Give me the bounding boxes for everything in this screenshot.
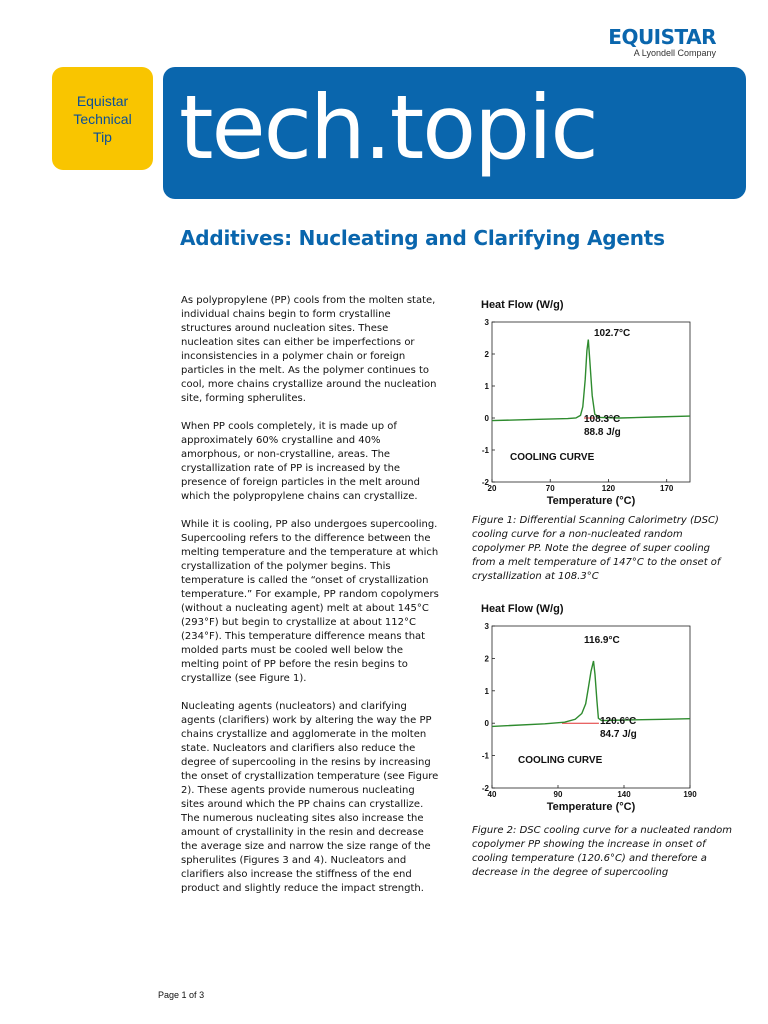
chart-annotation: 102.7°C — [594, 328, 631, 339]
technical-tip-text: Equistar Technical Tip — [73, 92, 132, 145]
y-axis-title: Heat Flow (W/g) — [481, 299, 564, 311]
logo-tagline: A Lyondell Company — [633, 48, 716, 58]
y-tick-label: -1 — [481, 751, 489, 761]
body-paragraph-1: As polypropylene (PP) cools from the molten state, individual chains begin to form crystalline structures around nucleation sites. These nucleation sites can either be imperfections or inconsistencies in a polymer chain or foreign particles in the melt. As the polymer continues to cool, more chains crystallize around the nucleation site, forming spherulites. — [181, 295, 437, 404]
figure-1-label: Figure 1: — [472, 515, 517, 526]
y-tick-label: 2 — [484, 350, 489, 359]
article-body — [181, 294, 439, 910]
chart-annotation: 116.9°C — [584, 635, 620, 646]
y-axis-title: Heat Flow (W/g) — [481, 603, 564, 615]
y-tick-label: -1 — [481, 446, 489, 455]
x-tick-label: 170 — [660, 484, 674, 493]
chart-annotation: 88.8 J/g — [584, 427, 621, 438]
tech-topic-banner — [163, 67, 746, 199]
y-tick-label: -2 — [481, 784, 489, 793]
banner-title: tech.topic — [179, 76, 597, 179]
x-tick-label: 140 — [617, 790, 631, 799]
dsc-chart-2-svg — [476, 600, 706, 814]
y-tick-label: 0 — [484, 719, 489, 729]
x-tick-label: 20 — [487, 484, 497, 493]
page-number: Page 1 of 3 — [158, 990, 205, 1000]
cooling-curve-line — [492, 340, 690, 421]
x-axis-title: Temperature (°C) — [546, 495, 636, 507]
chart-annotation: COOLING CURVE — [510, 452, 595, 463]
y-tick-label: 1 — [484, 686, 489, 696]
equistar-logo — [608, 26, 716, 59]
y-tick-label: 1 — [484, 382, 489, 391]
y-tick-label: 0 — [484, 414, 489, 423]
figure-2-caption — [472, 824, 732, 880]
figure-2-caption-text: DSC cooling curve for a nucleated random copolymer PP showing the increase in onset of cooling temperature (120.6°C) and therefore a decrease in the degree of supercooling — [472, 825, 732, 878]
page-current: 1 — [181, 990, 187, 1000]
figure-1-caption — [472, 514, 732, 584]
y-tick-label: 3 — [484, 318, 489, 327]
x-axis-title: Temperature (°C) — [546, 801, 636, 813]
page-total: 3 — [199, 990, 205, 1000]
body-paragraph-4: Nucleating agents (nucleators) and clarifying agents (clarifiers) work by altering the way the PP chains crystallize and agglomerate in the molten state. Nucleators and clarifiers also reduce the degree of supercooling in the resins by increasing the onset of crystallization temperature (see Figure 2). These agents provide numerous nucleating sites around which the PP chains can crystallize. The numerous nucleating sites also increase the amount of crystallinity in the resin and decrease the average size and narrow the size range of the spherulites (Figures 3 and 4). Nucleators and clarifiers also increase the stiffness of the end product and slightly reduce the impact strength. — [181, 701, 439, 894]
x-tick-label: 190 — [683, 790, 697, 799]
chart-annotation: 120.6°C — [600, 716, 637, 727]
logo-wordmark: EQUISTAR — [608, 25, 716, 49]
chart-annotation: 84.7 J/g — [600, 729, 637, 740]
dsc-chart-figure-1 — [476, 296, 706, 506]
x-tick-label: 70 — [545, 484, 555, 493]
body-paragraph-3: While it is cooling, PP also undergoes supercooling. Supercooling refers to the difference between the melting temperature and the temperature at which crystallization of the polymer begins. This temperature is called the “onset of crystallization temperature.” For example, PP random copolymers (without a nucleating agent) melt at about 145°C (293°F) but begin to crystallize at about 112°C (234°F). This temperature difference means that molded parts must be cooled well below the melting point of PP before the resin begins to crystallize (see Figure 1). — [181, 519, 439, 684]
dsc-chart-figure-2 — [476, 600, 706, 814]
cooling-curve-line — [492, 661, 690, 726]
y-tick-label: -2 — [481, 478, 489, 487]
figure-1-caption-text: Differential Scanning Calorimetry (DSC) cooling curve for a non-nucleated random copolymer PP. Note the degree of super cooling from a melt temperature of 147°C to the onset of crystallization at 108.3°C — [472, 515, 721, 582]
technical-tip-box — [52, 67, 153, 170]
x-tick-label: 40 — [487, 790, 497, 799]
body-paragraph-2: When PP cools completely, it is made up of approximately 60% crystalline and 40% amorphous, or non-crystalline, areas. The crystallization rate of PP is increased by the presence of foreign particles in the melt around which the polypropylene chains can crystallize. — [181, 421, 420, 502]
y-tick-label: 3 — [484, 622, 489, 631]
article-headline: Additives: Nucleating and Clarifying Agents — [180, 226, 665, 250]
dsc-chart-1-svg — [476, 296, 706, 506]
chart-annotation: COOLING CURVE — [518, 755, 603, 766]
x-tick-label: 120 — [601, 484, 616, 493]
figure-2-label: Figure 2: — [472, 825, 517, 836]
chart-annotation: 108.3°C — [584, 414, 621, 425]
x-tick-label: 90 — [553, 790, 563, 799]
y-tick-label: 2 — [484, 654, 489, 664]
